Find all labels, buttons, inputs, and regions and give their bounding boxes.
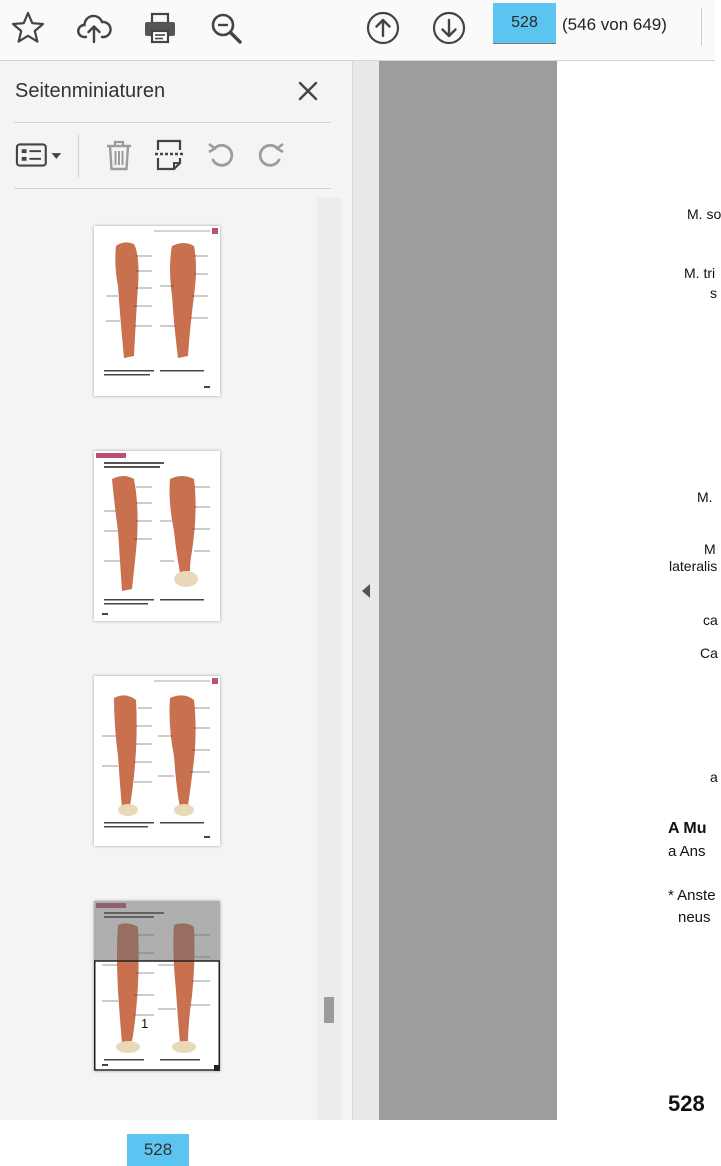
- rotate-right-icon[interactable]: [251, 135, 291, 175]
- close-icon[interactable]: [293, 76, 323, 106]
- toolbar: [0, 0, 715, 61]
- thumbnail-scrollbar[interactable]: [317, 198, 341, 1120]
- page-number-input[interactable]: 528: [493, 3, 556, 44]
- figure-caption-line: a Ans: [668, 843, 706, 860]
- panel-title: Seitenminiaturen: [15, 80, 166, 102]
- toolbar-divider: [701, 8, 702, 46]
- panel-toolbar: [0, 133, 352, 183]
- arrow-up-icon[interactable]: [363, 8, 403, 48]
- page-thumbnail[interactable]: [94, 676, 220, 846]
- thumbnail-label-selected: 528: [127, 1134, 189, 1166]
- page-number: 528: [668, 1091, 705, 1116]
- page-count: (546 von 649): [562, 15, 667, 34]
- thumbnail-options-icon[interactable]: [14, 135, 66, 175]
- page-text-line: M.: [697, 489, 713, 505]
- print-icon[interactable]: [140, 8, 180, 48]
- arrow-down-icon[interactable]: [429, 8, 469, 48]
- zoom-out-icon[interactable]: [206, 8, 246, 48]
- page-thumbnail[interactable]: [94, 451, 220, 621]
- thumbnail-list: [0, 198, 316, 1159]
- page-text-line: ca: [703, 612, 718, 628]
- document-page: [557, 61, 721, 1120]
- figure-caption-title: A Mu: [668, 820, 707, 837]
- star-icon[interactable]: [8, 8, 48, 48]
- chevron-left-icon: [360, 583, 372, 599]
- page-text-line: M. tri: [684, 265, 716, 281]
- page-text-line: a: [710, 769, 718, 785]
- panel-divider: [14, 188, 331, 189]
- page-text-line: M: [704, 541, 716, 557]
- page-text-line: s: [710, 285, 717, 301]
- thumbnails-panel: [0, 61, 353, 1159]
- footnote-line: neus: [678, 909, 711, 926]
- panel-divider: [14, 122, 331, 123]
- page-text-line: Ca: [700, 645, 718, 661]
- insert-page-icon[interactable]: [149, 135, 189, 175]
- page-thumbnail[interactable]: [94, 226, 220, 396]
- cloud-upload-icon[interactable]: [74, 8, 114, 48]
- collapse-panel-button[interactable]: [353, 61, 379, 1120]
- page-text-line: M. so: [687, 206, 721, 222]
- panel-toolbar-divider: [78, 135, 79, 177]
- page-margin: [379, 61, 557, 1120]
- scrollbar-thumb[interactable]: [324, 997, 334, 1023]
- thumbnail-figure-label: 1: [141, 1016, 149, 1031]
- page-thumbnail-selected[interactable]: [94, 901, 220, 1071]
- document-viewer: [353, 61, 721, 1120]
- footnote-line: * Anste: [668, 887, 716, 904]
- rotate-left-icon[interactable]: [201, 135, 241, 175]
- delete-icon[interactable]: [99, 135, 139, 175]
- page-text-line: lateralis: [669, 558, 718, 574]
